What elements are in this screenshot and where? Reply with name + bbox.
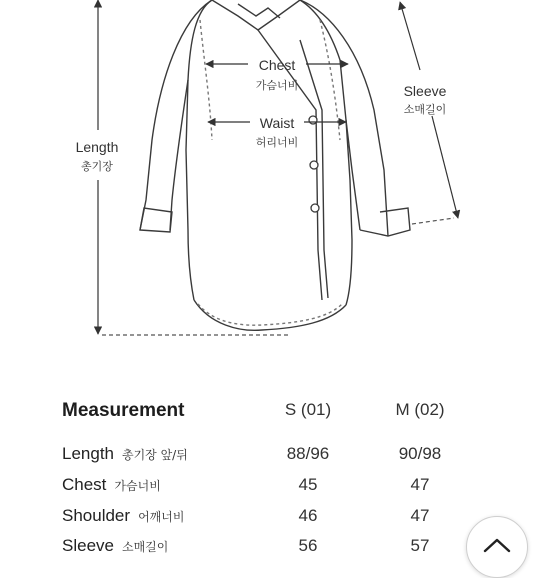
length-measure <box>98 0 290 335</box>
row-value-s: 45 <box>298 475 318 494</box>
size-s-header: S (01) <box>284 400 332 419</box>
table-header <box>0 400 553 430</box>
row-value-s: 56 <box>298 536 318 555</box>
row-name-ko: 소매길이 <box>121 540 169 554</box>
table-title: Measurement <box>62 400 185 421</box>
row-value-m: 57 <box>410 536 430 555</box>
scroll-to-top-button[interactable] <box>466 516 528 578</box>
chest-label: Chest <box>258 57 296 73</box>
waist-label: Waist <box>259 115 295 131</box>
row-value-s: 88/96 <box>286 444 330 463</box>
row-value-m: 47 <box>410 475 430 494</box>
table-row <box>0 475 553 505</box>
sleeve-label-ko: 소매길이 <box>403 103 447 116</box>
row-value-s: 46 <box>298 506 318 525</box>
length-label: Length <box>75 139 119 155</box>
row-value-m: 90/98 <box>398 444 442 463</box>
row-name-ko: 총기장 앞/뒤 <box>122 448 188 462</box>
row-name-ko: 어깨너비 <box>138 510 185 524</box>
row-name: Length <box>62 444 114 463</box>
sleeve-label: Sleeve <box>403 83 447 99</box>
row-value-m: 47 <box>410 506 430 525</box>
row-name-ko: 가슴너비 <box>114 479 161 493</box>
chevron-up-icon <box>483 537 511 553</box>
size-m-header: M (02) <box>395 400 445 419</box>
table-row <box>0 444 553 474</box>
length-label-ko: 총기장 <box>81 160 113 173</box>
row-name: Shoulder <box>62 506 131 525</box>
row-name: Sleeve <box>62 536 114 555</box>
row-name: Chest <box>62 475 107 494</box>
chest-label-ko: 가슴너비 <box>255 79 299 92</box>
waist-label-ko: 허리너비 <box>255 136 299 149</box>
shirt-outline <box>140 0 410 330</box>
